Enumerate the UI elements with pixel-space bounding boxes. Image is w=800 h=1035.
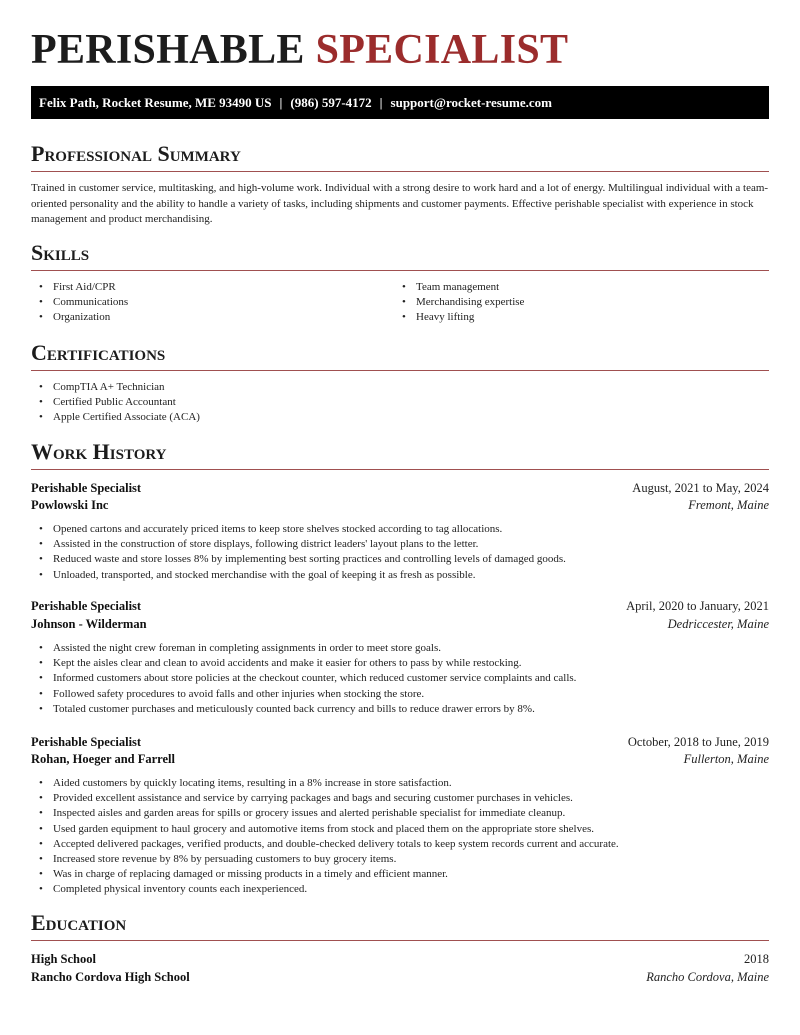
skill-item: • Organization [31,310,128,325]
job-bullet: • Inspected aisles and garden areas for spills or grocery issues and alerted perishable specialist for immediate cleanup. [31,806,619,821]
job-bullet: • Completed physical inventory counts each inexperienced. [31,882,619,897]
certifications-heading: Certifications [31,340,769,371]
job-location: Fullerton, Maine [683,752,769,766]
title-word-1: PERISHABLE [31,27,305,73]
contact-phone[interactable]: (986) 597-4172 [290,95,372,110]
job-bullet: • Opened cartons and accurately priced items to keep store shelves stocked according to tag allocations. [31,522,566,537]
skill-item: • Heavy lifting [394,310,524,325]
certifications-list [31,380,200,426]
resume-title [31,26,568,74]
job-company: Powlowski Inc [31,498,109,512]
contact-separator: | [379,95,383,110]
job-dates: April, 2020 to January, 2021 [626,599,769,613]
contact-email[interactable]: support@rocket-resume.com [390,95,552,110]
contact-bar [31,86,769,119]
job-location: Dedriccester, Maine [667,617,769,631]
job-bullet: • Assisted in the construction of store displays, following district leaders' layout plans to the letter. [31,537,566,552]
skill-item: • First Aid/CPR [31,280,128,295]
job-bullet: • Used garden equipment to haul grocery and automotive items from stock and placed them on the appropriate store shelves. [31,822,619,837]
contact-address: Felix Path, Rocket Resume, ME 93490 US [39,95,272,110]
skill-item: • Communications [31,295,128,310]
job-dates: August, 2021 to May, 2024 [632,481,769,495]
contact-separator: | [279,95,283,110]
education-school: Rancho Cordova High School [31,970,190,984]
education-year: 2018 [744,952,769,966]
job-bullet: • Provided excellent assistance and service by carrying packages and bags and securing customer purchases in vehicles. [31,791,619,806]
education-degree: High School [31,952,96,966]
certification-item: • Certified Public Accountant [31,395,200,410]
skills-list-left [31,280,128,326]
certification-item: • Apple Certified Associate (ACA) [31,410,200,425]
job-bullets [31,522,566,583]
education-heading: Education [31,910,769,941]
job-bullets [31,641,576,717]
skills-list-right [394,280,524,326]
job-bullet: • Followed safety procedures to avoid falls and other injuries when stocking the store. [31,687,576,702]
job-title: Perishable Specialist [31,599,142,613]
job-bullet: • Accepted delivered packages, verified products, and double-checked delivery totals to keep system records current and accurate. [31,837,619,852]
skill-item: • Team management [394,280,524,295]
job-bullet: • Aided customers by quickly locating items, resulting in a 8% increase in store satisfaction. [31,776,619,791]
job-dates: October, 2018 to June, 2019 [627,735,769,749]
job-company: Johnson - Wilderman [31,617,147,631]
job-company: Rohan, Hoeger and Farrell [31,752,175,766]
job-bullet: • Unloaded, transported, and stocked merchandise with the goal of keeping it as fresh as possible. [31,568,566,583]
skills-heading: Skills [31,240,769,271]
job-bullet: • Increased store revenue by 8% by persuading customers to buy grocery items. [31,852,619,867]
job-bullet: • Totaled customer purchases and meticulously counted back currency and bills to reduce drawer errors by 8%. [31,702,576,717]
job-bullet: • Assisted the night crew foreman in completing assignments in order to meet store goals. [31,641,576,656]
job-location: Fremont, Maine [688,498,769,512]
skill-item: • Merchandising expertise [394,295,524,310]
summary-heading: Professional Summary [31,141,769,172]
job-bullet: • Reduced waste and store losses 8% by implementing best sorting practices and controlling levels of damaged goods. [31,552,566,567]
work-history-heading: Work History [31,439,769,470]
job-title: Perishable Specialist [31,735,142,749]
certification-item: • CompTIA A+ Technician [31,380,200,395]
job-bullets [31,776,619,898]
education-location: Rancho Cordova, Maine [646,970,769,984]
summary-text: Trained in customer service, multitasking, and high-volume work. Individual with a strong desire to work hard and a lot of energy. Multilingual individual with a team-oriented personality and the ability to handle a variety of tasks, including shipments and customer payments. Effective perishable specialist with experience in stock management and product merchandising. [31,182,769,225]
job-bullet: • Was in charge of replacing damaged or missing products in a timely and efficient manner. [31,867,619,882]
job-bullet: • Kept the aisles clear and clean to avoid accidents and make it easier for others to pass by while restocking. [31,656,576,671]
title-word-2: SPECIALIST [315,27,569,73]
job-title: Perishable Specialist [31,481,142,495]
job-bullet: • Informed customers about store policies at the checkout counter, which reduced customer service complaints and calls. [31,671,576,686]
